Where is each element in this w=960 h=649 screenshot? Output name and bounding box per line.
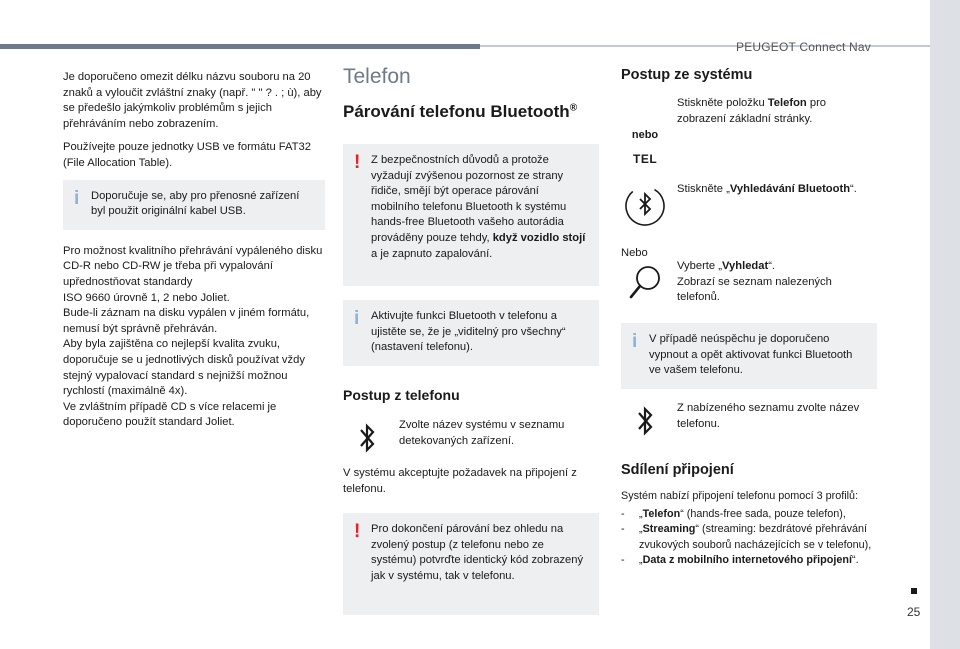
safety-warning (343, 144, 599, 286)
info-icon: i (632, 331, 638, 353)
usb-format-advice: Používejte pouze jednotky USB ve formátu FAT32 (File Allocation Table). (63, 141, 311, 169)
column-telefon (343, 64, 599, 627)
system-step-telefon-bold: Telefon (767, 97, 807, 109)
bluetooth-search-pre: Stiskněte „ (677, 182, 730, 195)
or-label: Nebo (621, 246, 648, 259)
profiles-intro: Systém nabízí připojení telefonu pomocí 3 profilů: (621, 489, 859, 502)
profile-quote: „ (639, 507, 643, 520)
phone-step-select-system (343, 418, 599, 454)
system-step-telefon-post: pro zobrazení základní stránky. (677, 97, 827, 125)
cd-burning-advice: Pro možnost kvalitního přehrávání vypáleného disku CD-R nebo CD-RW je třeba při vypalování upřednostňovat standardy ISO 9660 úrovně 1, 2 nebo Joliet. Bude-li záznam na disku vypálen v jiném formátu, nemusí být správně přehráván. Aby byla zajištěna co nejlepší kvalita zvuku, doporučuje se u jednotlivých disků používat vždy stejný vypalovací standard s nejnižší možnou rychlostí (maximálně 4x). Ve zvláštním případě CD s více relacemi je doporučeno použít standard Joliet. (63, 244, 323, 429)
registered-mark: ® (569, 102, 578, 114)
column-system-procedure (621, 66, 877, 569)
bluetooth-icon (621, 401, 669, 441)
search-step-text (677, 260, 832, 303)
choose-phone-text: Z nabízeného seznamu zvolte název telefonu. (677, 401, 860, 430)
system-step-telefon (621, 96, 877, 142)
system-procedure-heading: Postup ze systému (621, 67, 753, 83)
system-step-search (621, 259, 877, 311)
bluetooth-icon (343, 418, 391, 458)
profile-quote: „ (639, 523, 643, 536)
phone-step-text: Zvolte název systému v seznamu detekovaných zařízení. (399, 418, 565, 447)
profile-desc: “. (851, 554, 859, 567)
search-step-post: “. Zobrazí se seznam nalezených telefonů. (677, 260, 832, 304)
profile-desc: “ (streaming: bezdrátové přehrávání zvukových souborů nacházejících se v telefonu), (639, 523, 872, 551)
system-step-choose-phone (621, 401, 877, 441)
profile-desc: “ (hands-free sada, pouze telefon), (680, 507, 846, 520)
bluetooth-search-bold: Vyhledávání Bluetooth (729, 182, 851, 195)
warning-icon: ! (354, 521, 361, 543)
safety-warning-text-a: Z bezpečnostních důvodů a protože vyžadují zvýšenou pozornost ze strany řidiče, smějí být operace párování mobilního telefonu Bluetooth k systému hands-free Bluetooth vašeho autorádia prováděny pouze tehdy, (371, 154, 567, 244)
accept-request-text: V systému akceptujte požadavek na připojení z telefonu. (343, 466, 577, 495)
profile-name: Telefon (642, 507, 681, 520)
profiles-list (621, 507, 877, 569)
magnifier-icon (621, 259, 669, 307)
search-step-bold: Vyhledat (721, 260, 769, 273)
filename-advice: Je doporučeno omezit délku názvu souboru na 20 znaků a vyloučit zvláštní znaky (např. " " ? . ; ù), aby se předešlo jakýmkoliv problémům s jejich přehráváním nebo zobrazením. (63, 71, 322, 130)
profile-item (621, 522, 877, 553)
bluetooth-search-post: “. (850, 182, 857, 195)
warning-icon: ! (354, 152, 361, 173)
pairing-heading-text: Párování telefonu Bluetooth (343, 102, 570, 121)
page-side-band (930, 0, 960, 649)
info-icon: i (74, 187, 80, 209)
system-step-telefon-pre: Stiskněte položku (677, 97, 765, 109)
column-usb-cd (63, 70, 325, 439)
retry-bluetooth-note (621, 323, 877, 389)
bluetooth-activate-note-text: Aktivujte funkci Bluetooth v telefonu a ujistěte se, že je „viditelný pro všechny“ (nastavení telefonu). (371, 310, 566, 354)
running-header-title: PEUGEOT Connect Nav (736, 40, 871, 54)
profile-item (621, 553, 877, 569)
nebo-label: nebo (631, 129, 659, 141)
search-step-pre: Vyberte „ (677, 260, 722, 273)
usb-cable-note (63, 180, 325, 230)
tel-button-label: TEL (633, 152, 658, 166)
safety-warning-bold: když vozidlo stojí (492, 231, 586, 244)
code-confirm-warning (343, 513, 599, 614)
phone-procedure-heading: Postup z telefonu (343, 386, 460, 403)
system-step-bluetooth-search (621, 182, 877, 234)
continuation-marker (911, 588, 917, 594)
phone-menu-icon-slot (621, 96, 669, 144)
profile-name: Data z mobilního internetového připojení (642, 554, 852, 567)
retry-bluetooth-note-text: V případě neúspěchu je doporučeno vypnout a opět aktivovat funkci Bluetooth ve vašem telefonu. (649, 333, 853, 377)
header-rule-dark (0, 44, 480, 49)
profile-name: Streaming (642, 523, 696, 536)
pairing-heading (343, 102, 599, 122)
code-confirm-warning-text: Pro dokončení párování bez ohledu na zvolený postup (z telefonu nebo ze systému) potvrďte identický kód zobrazený jak v systému, tak v telefonu. (371, 523, 584, 582)
info-icon: i (354, 308, 360, 330)
profile-item (621, 507, 877, 523)
section-title: Telefon (343, 65, 411, 88)
blank-icon (621, 96, 669, 126)
sharing-heading: Sdílení připojení (621, 461, 734, 478)
profile-quote: „ (639, 554, 643, 567)
bluetooth-activate-note (343, 300, 599, 366)
safety-warning-text-c: a je zapnuto zapalování. (371, 247, 493, 260)
usb-cable-note-text: Doporučuje se, aby pro přenosné zařízení byl použit originální kabel USB. (91, 189, 300, 218)
bluetooth-search-icon (621, 182, 669, 230)
page-number: 25 (907, 605, 921, 619)
